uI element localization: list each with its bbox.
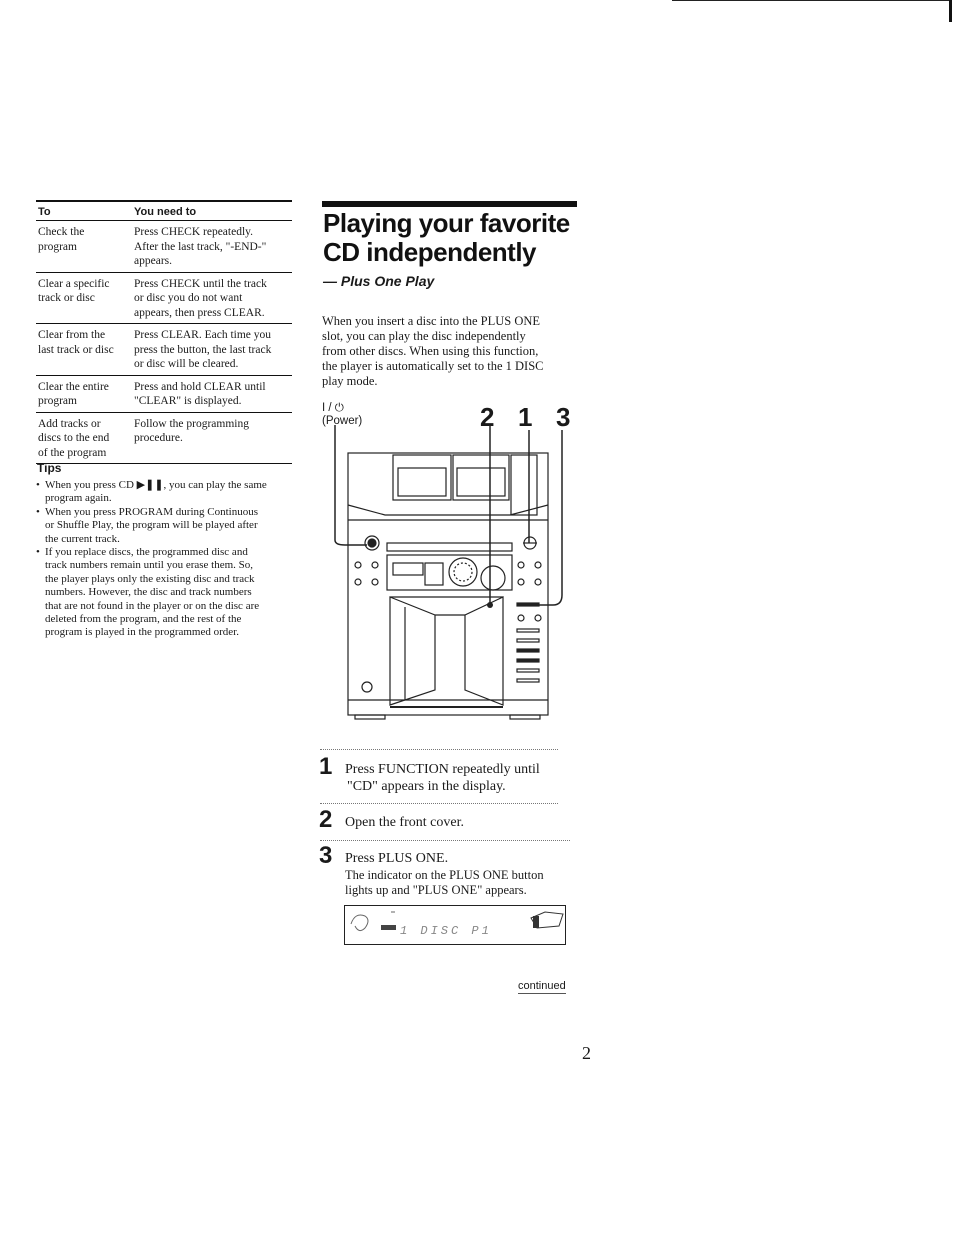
- tip-line: • When you press PROGRAM during Continuous: [45, 505, 258, 518]
- section-title: [323, 209, 593, 267]
- cell-line: Press and hold CLEAR until: [134, 380, 266, 393]
- title-line: Playing your favorite: [323, 208, 570, 238]
- step-3-number: 3: [319, 842, 333, 869]
- step-line: Press FUNCTION repeatedly until: [345, 762, 540, 777]
- page-number: 2: [582, 1043, 591, 1063]
- cell-to: [36, 328, 134, 372]
- continued-label: continued: [518, 980, 566, 992]
- cell-to: [36, 380, 134, 409]
- cell-line: program: [38, 395, 77, 407]
- step-2-text: Open the front cover.: [345, 815, 464, 830]
- step-detail-line: lights up and "PLUS ONE" appears.: [345, 883, 527, 897]
- intro-line: When you insert a disc into the PLUS ONE: [322, 314, 541, 328]
- tip-line: • If you replace discs, the programmed disc and: [45, 546, 248, 559]
- program-operations-table: [36, 200, 292, 464]
- tip-line: the current track.: [45, 532, 120, 545]
- cell-line: Clear a specific: [38, 277, 110, 290]
- cell-line: After the last track, "-END-": [134, 240, 267, 253]
- cell-need: [134, 380, 292, 409]
- header-you-need-to: You need to: [134, 206, 197, 218]
- step-line: "CD" appears in the display.: [347, 779, 506, 794]
- tip-line: program again.: [45, 492, 112, 505]
- tip-line: that are not found in the player or on the disc are: [45, 599, 260, 612]
- tip-line: numbers. However, the disc and track numbers: [45, 586, 252, 599]
- title-line: CD independently: [323, 237, 537, 267]
- table-row: [36, 376, 292, 413]
- cell-line: Add tracks or: [38, 417, 101, 430]
- table-row: [36, 413, 292, 465]
- step-divider: [320, 840, 570, 842]
- step-1-text: [345, 761, 575, 795]
- cell-line: Press CHECK repeatedly.: [134, 226, 254, 238]
- intro-paragraph: [322, 314, 572, 389]
- step-divider: [320, 749, 558, 751]
- display-panel: [344, 905, 566, 945]
- section-subtitle: — Plus One Play: [323, 273, 435, 289]
- cell-line: track or disc: [38, 292, 95, 304]
- cell-need: [134, 277, 292, 321]
- cell-line: press the button, the last track: [134, 343, 272, 356]
- callout-3: 3: [556, 402, 571, 432]
- cell-line: "CLEAR" is displayed.: [134, 395, 242, 407]
- page-edge-rule: [672, 0, 950, 1]
- header-to: To: [38, 206, 51, 218]
- cell-line: Follow the programming: [134, 417, 249, 430]
- tips-list: [36, 479, 288, 640]
- table-row: [36, 221, 292, 273]
- cell-line: or disc will be cleared.: [134, 358, 239, 370]
- cell-line: appears, then press CLEAR.: [134, 306, 265, 319]
- table-header: [36, 202, 292, 221]
- cell-line: procedure.: [134, 432, 183, 444]
- cell-line: or disc you do not want: [134, 292, 243, 304]
- section-title-bar: [322, 201, 577, 207]
- cell-line: last track or disc: [38, 343, 114, 356]
- step-2-number: 2: [319, 806, 333, 833]
- tip-item: [36, 479, 288, 506]
- table-row: [36, 273, 292, 325]
- intro-line: play mode.: [322, 374, 378, 388]
- cell-need: [134, 225, 292, 269]
- cell-line: Clear the entire: [38, 380, 109, 393]
- tip-item: [36, 506, 288, 546]
- cell-need: [134, 417, 292, 461]
- tip-line: track numbers remain until you erase them. So,: [45, 559, 254, 572]
- tip-line: deleted from the program, and the rest of the: [45, 613, 242, 626]
- step-1-number: 1: [319, 753, 333, 780]
- cell-need: [134, 328, 292, 372]
- cell-line: program: [38, 240, 77, 253]
- tip-item: [36, 546, 288, 640]
- tip-line: • When you press CD ▶❚❚, you can play the same: [45, 479, 267, 491]
- intro-line: the player is automatically set to the 1 DISC: [322, 359, 544, 373]
- tip-line: the player plays only the existing disc and track: [45, 572, 255, 585]
- step-3-detail: [345, 868, 575, 898]
- tips-heading: Tips: [37, 461, 62, 475]
- cell-to: [36, 417, 134, 461]
- cell-line: Press CHECK until the track: [134, 277, 267, 290]
- cell-line: discs to the end: [38, 432, 110, 444]
- tip-line: program is played in the programmed order.: [45, 626, 239, 639]
- tip-line: or Shuffle Play, the program will be played after: [45, 519, 258, 532]
- stereo-system-illustration: [325, 425, 565, 720]
- power-text: (Power): [322, 415, 363, 427]
- cell-to: [36, 277, 134, 321]
- intro-line: from other discs. When using this function,: [322, 344, 539, 358]
- cell-line: Clear from the: [38, 329, 106, 341]
- callout-1: 1: [518, 402, 533, 432]
- cell-line: Press CLEAR. Each time you: [134, 329, 272, 341]
- page-edge-tick: [949, 0, 952, 22]
- power-symbol: I / ⏻: [322, 402, 344, 414]
- step-detail-line: The indicator on the PLUS ONE button: [345, 868, 544, 882]
- step-3-text: Press PLUS ONE.: [345, 851, 449, 866]
- step-divider: [320, 803, 558, 805]
- table-row: [36, 324, 292, 376]
- display-text: 1 DISC P1: [400, 924, 492, 938]
- cell-to: [36, 225, 134, 269]
- callout-2: 2: [480, 402, 495, 432]
- intro-line: slot, you can play the disc independently: [322, 329, 526, 343]
- cell-line: appears.: [134, 255, 172, 267]
- cell-line: Check the: [38, 226, 85, 238]
- cell-line: of the program: [38, 446, 107, 459]
